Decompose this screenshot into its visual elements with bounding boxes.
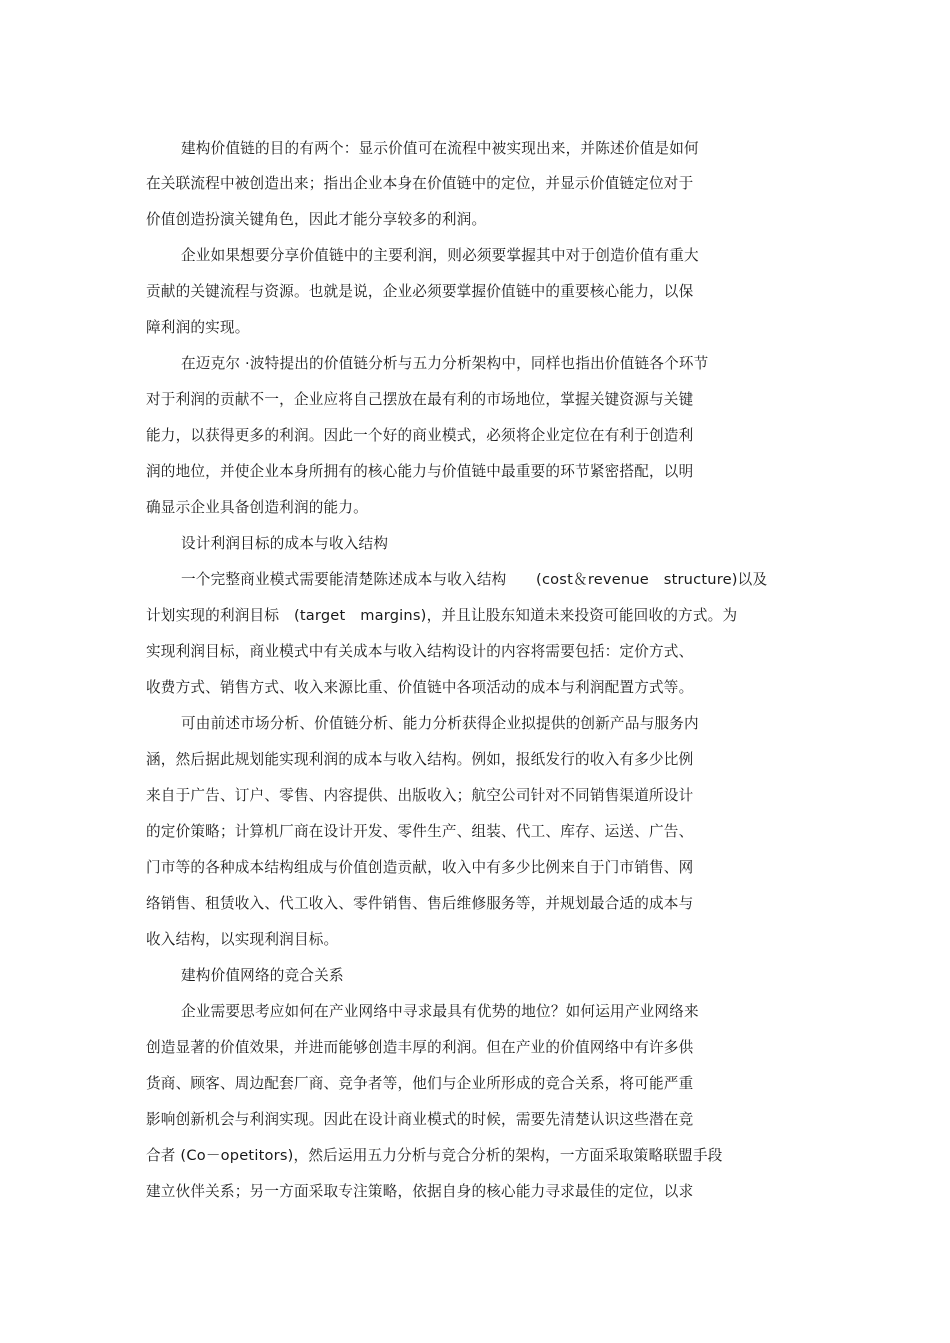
text-line: 的定价策略；计算机厂商在设计开发、零件生产、组装、代工、库存、运送、广告、: [146, 823, 694, 840]
text-line: 计划实现的利润目标 (target margins)，并且让股东知道未来投资可能回收的方式。为: [146, 607, 738, 624]
text-line: 确显示企业具备创造利润的能力。: [146, 499, 368, 516]
text-line: 收入结构，以实现利润目标。: [146, 931, 339, 948]
text-line: 在迈克尔 ·波特提出的价值链分析与五力分析架构中，同样也指出价值链各个环节: [181, 355, 709, 372]
text-line: 障利润的实现。: [146, 319, 250, 336]
text-line: 建构价值链的目的有两个：显示价值可在流程中被实现出来，并陈述价值是如何: [181, 140, 699, 157]
section-heading: 设计利润目标的成本与收入结构: [181, 535, 389, 552]
text-line: 实现利润目标，商业模式中有关成本与收入结构设计的内容将需要包括：定价方式、: [146, 643, 694, 660]
text-line: 能力，以获得更多的利润。因此一个好的商业模式，必须将企业定位在有利于创造利: [146, 427, 694, 444]
text-line: 络销售、租赁收入、代工收入、零件销售、售后维修服务等，并规划最合适的成本与: [146, 895, 694, 912]
text-line: 建立伙伴关系；另一方面采取专注策略，依据自身的核心能力寻求最佳的定位，以求: [146, 1183, 694, 1200]
text-line: 门市等的各种成本结构组成与价值创造贡献，收入中有多少比例来自于门市销售、网: [146, 859, 694, 876]
text-line: 货商、顾客、周边配套厂商、竞争者等，他们与企业所形成的竞合关系，将可能严重: [146, 1075, 694, 1092]
text-line: 涵，然后据此规划能实现利润的成本与收入结构。例如，报纸发行的收入有多少比例: [146, 751, 694, 768]
text-line: 价值创造扮演关键角色，因此才能分享较多的利润。: [146, 211, 487, 228]
text-line: 企业如果想要分享价值链中的主要利润，则必须要掌握其中对于创造价值有重大: [181, 247, 699, 264]
text-line: 对于利润的贡献不一，企业应将自己摆放在最有利的市场地位，掌握关键资源与关键: [146, 391, 694, 408]
text-line: 来自于广告、订户、零售、内容提供、出版收入；航空公司针对不同销售渠道所设计: [146, 787, 694, 804]
text-line: 企业需要思考应如何在产业网络中寻求最具有优势的地位？如何运用产业网络来: [181, 1003, 699, 1020]
text-line: 贡献的关键流程与资源。也就是说，企业必须要掌握价值链中的重要核心能力，以保: [146, 283, 694, 300]
text-line: 合者 (Co－opetitors)，然后运用五力分析与竞合分析的架构，一方面采取策略联盟手段: [146, 1147, 723, 1164]
text-line: 在关联流程中被创造出来；指出企业本身在价值链中的定位，并显示价值链定位对于: [146, 175, 694, 192]
text-line: 影响创新机会与利润实现。因此在设计商业模式的时候，需要先清楚认识这些潜在竞: [146, 1111, 694, 1128]
text-line: 创造显著的价值效果，并进而能够创造丰厚的利润。但在产业的价值网络中有许多供: [146, 1039, 694, 1056]
section-heading: 建构价值网络的竞合关系: [181, 967, 344, 984]
text-line: 一个完整商业模式需要能清楚陈述成本与收入结构 (cost＆revenue structure)以及: [181, 571, 768, 588]
text-line: 收费方式、销售方式、收入来源比重、价值链中各项活动的成本与利润配置方式等。: [146, 679, 694, 696]
text-line: 可由前述市场分析、价值链分析、能力分析获得企业拟提供的创新产品与服务内: [181, 715, 699, 732]
text-line: 润的地位，并使企业本身所拥有的核心能力与价值链中最重要的环节紧密搭配，以明: [146, 463, 694, 480]
